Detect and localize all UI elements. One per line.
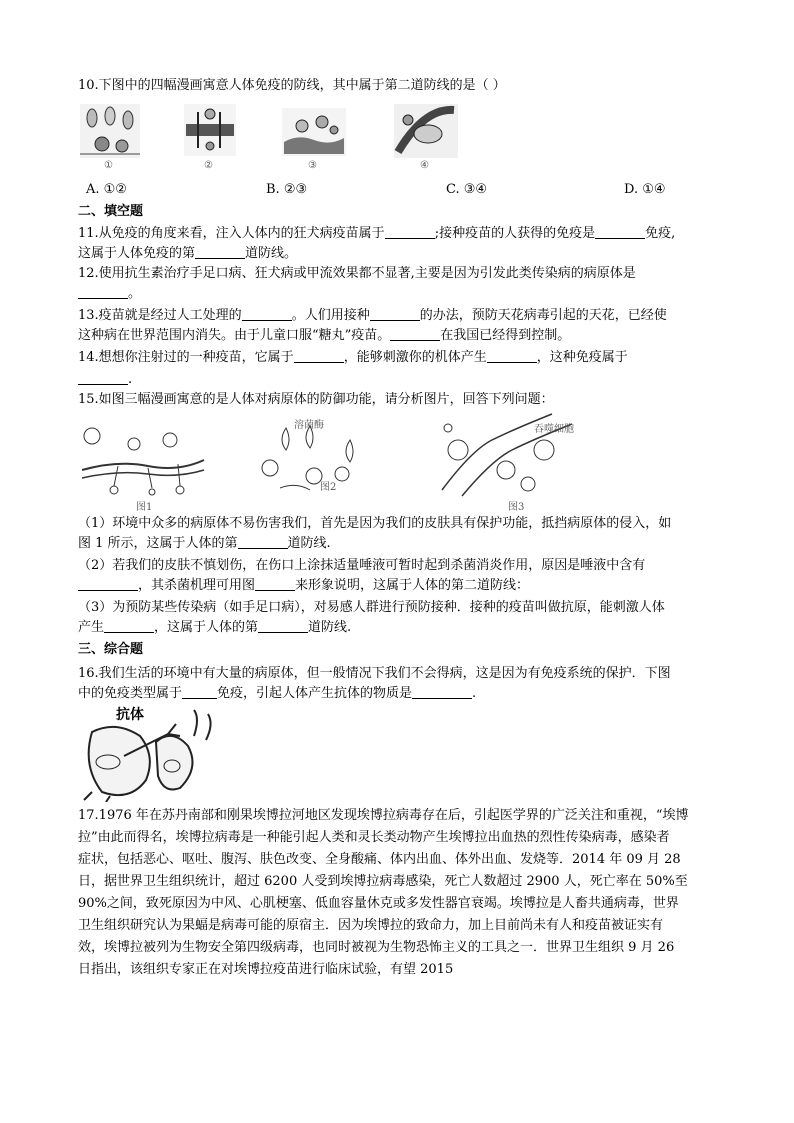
q15-part1-text-c: 道防线.	[287, 536, 331, 551]
section-comprehensive-title: 三、综合题	[78, 642, 144, 657]
q14-blank-1[interactable]	[294, 348, 344, 363]
q15-part3-text-c: ，这属于人体的第	[154, 620, 259, 635]
q15-part3-text-d: 道防线.	[308, 620, 352, 635]
q15-blank-3[interactable]	[255, 576, 295, 591]
q13-line-1	[78, 306, 667, 326]
q15-part1-text-b: 图 1 所示，这属于人体的第	[78, 536, 238, 551]
q11-blank-1[interactable]	[385, 224, 435, 239]
q10-caption-1: ①	[104, 160, 113, 171]
q10-comic-3	[282, 108, 346, 156]
q16-text-b: 中的免疫类型属于	[78, 686, 183, 701]
q10-option-b[interactable]: B. ②③	[266, 182, 308, 197]
q14-text-b: ，能够刺激你的机体产生	[343, 350, 487, 365]
q16-text-c: 免疫，引起人体产生抗体的物质是	[217, 686, 413, 701]
q13-text-c: 的办法，预防天花病毒引起的天花，已经使	[419, 308, 667, 323]
q10-comic-4	[394, 104, 458, 158]
q15-part1-line-1: （1）环境中众多的病原体不易伤害我们，首先是因为我们的皮肤具有保护功能，抵挡病原体的侵入，如	[78, 516, 672, 531]
q15-part3-line-1: （3）为预防某些传染病（如手足口病），对易感人群进行预防接种．接种的疫苗叫做抗原，能刺激人体	[78, 600, 665, 615]
q13-blank-1[interactable]	[242, 306, 292, 321]
q15-figure-2-text: 溶菌酶	[294, 420, 324, 431]
q13-text-a: 13.疫苗就是经过人工处理的	[78, 308, 242, 323]
q15-part1-line-2	[78, 534, 331, 554]
q14-blank-3[interactable]	[78, 370, 128, 385]
q16-text-d: .	[472, 686, 477, 701]
q15-figure-3-label: 图3	[508, 502, 525, 513]
q15-blank-2[interactable]	[78, 576, 138, 591]
q16-blank-2[interactable]	[412, 684, 472, 699]
q17-line-3: 症状，包括恶心、呕吐、腹泻、肤色改变、全身酸痛、体内出血、体外出血、发烧等．2014 年 09 月 28	[78, 852, 681, 867]
q17-line-2: 拉”由此而得名，埃博拉病毒是一种能引起人类和灵长类动物产生埃博拉出血热的烈性传染病毒，感染者	[78, 830, 670, 845]
q15-part3-line-2	[78, 618, 351, 638]
q15-figure-3-text: 吞噬细胞	[534, 424, 574, 435]
q12-blank-1[interactable]	[78, 284, 128, 299]
q11-text-c: 免疫,	[645, 226, 676, 241]
q14-text-d: .	[128, 372, 133, 387]
q15-blank-1[interactable]	[238, 534, 288, 549]
q11-text-d: 这属于人体免疫的第	[78, 246, 196, 261]
q15-part2-text-b: ，其杀菌机理可用图	[138, 578, 256, 593]
q17-line-4: 日，据世界卫生组织统计，超过 6200 人受到埃博拉病毒感染，死亡人数超过 2900 人，死亡率在 50%至	[78, 874, 688, 889]
q13-line-2	[78, 326, 570, 346]
q11-blank-3[interactable]	[195, 244, 245, 259]
q15-blank-5[interactable]	[258, 618, 308, 633]
q14-line-2	[78, 370, 132, 390]
q17-line-6: 卫生组织研究认为果蝠是病毒可能的原宿主．因为埃博拉的致命力，加上目前尚未有人和疫苗被证实有	[78, 918, 664, 933]
q10-caption-4: ④	[420, 160, 429, 171]
q11-text-a: 11.从免疫的角度来看，注入人体内的狂犬病疫苗属于	[78, 226, 385, 241]
q16-antibody-figure	[76, 706, 224, 802]
q11-blank-2[interactable]	[595, 224, 645, 239]
q13-blank-3[interactable]	[390, 326, 440, 341]
q13-text-b: 。人们用接种	[291, 308, 370, 323]
q10-option-d[interactable]: D. ①④	[624, 182, 666, 197]
q12-line-1: 12.使用抗生素治疗手足口病、狂犬病或甲流效果都不显著,主要是因为引发此类传染病的病原体是	[78, 266, 636, 281]
section-fill-in-title: 二、填空题	[78, 204, 144, 219]
q16-line-2	[78, 684, 476, 704]
q10-comic-2	[184, 104, 236, 156]
q12-line-2	[78, 284, 141, 304]
q16-line-1: 16.我们生活的环境中有大量的病原体，但一般情况下我们不会得病，这是因为有免疫系统的保护．下图	[78, 666, 671, 681]
q17-line-7: 效，埃博拉被列为生物安全第四级病毒，也同时被视为生物恐怖主义的工具之一．世界卫生组织 9 月 26	[78, 940, 675, 955]
q10-option-a[interactable]: A. ①②	[86, 182, 127, 197]
q13-text-e: 在我国已经得到控制。	[440, 328, 571, 343]
q11-line-1	[78, 224, 675, 244]
q14-line-1	[78, 348, 628, 368]
q15-part2-text-c: 来形象说明，这属于人体的第二道防线：	[295, 578, 530, 593]
q17-line-5: 90%之间，致死原因为中风、心肌梗塞、低血容量休克或多发性器官衰竭。埃博拉是人畜共通病毒，世界	[78, 896, 679, 911]
q11-line-2	[78, 244, 297, 264]
q16-blank-1[interactable]	[182, 684, 217, 699]
q12-text-b: 。	[128, 286, 142, 301]
q10-stem: 10.下图中的四幅漫画寓意人体免疫的防线，其中属于第二道防线的是（ ）	[78, 78, 506, 93]
q10-caption-2: ②	[204, 160, 213, 171]
q14-text-c: ，这种免疫属于	[536, 350, 628, 365]
q17-line-1: 17.1976 年在苏丹南部和刚果埃博拉河地区发现埃博拉病毒存在后，引起医学界的广泛关注和重视，“埃博	[78, 808, 689, 823]
q15-stem: 15.如图三幅漫画寓意的是人体对病原体的防御功能，请分析图片，回答下列问题：	[78, 392, 554, 407]
q13-text-d: 这种病在世界范围内消失。由于儿童口服“糖丸”疫苗。	[78, 328, 391, 343]
q17-line-8: 日指出，该组织专家正在对埃博拉疫苗进行临床试验，有望 2015	[78, 962, 454, 977]
q13-blank-2[interactable]	[370, 306, 420, 321]
q11-text-e: 道防线。	[245, 246, 298, 261]
q15-part2-line-2	[78, 576, 529, 596]
q11-text-b: ;接种疫苗的人获得的免疫是	[434, 226, 596, 241]
q14-text-a: 14.想想你注射过的一种疫苗，它属于	[78, 350, 294, 365]
q15-blank-4[interactable]	[104, 618, 154, 633]
q14-blank-2[interactable]	[487, 348, 537, 363]
q10-caption-3: ③	[308, 160, 317, 171]
q15-figure-1-label: 图1	[136, 502, 153, 513]
q15-part3-text-b: 产生	[78, 620, 105, 635]
q15-figure-1	[78, 414, 208, 496]
q10-comic-1	[80, 104, 140, 158]
q10-option-c[interactable]: C. ③④	[446, 182, 488, 197]
q15-figure-2-label: 图2	[320, 482, 337, 493]
q15-part2-line-1: （2）若我们的皮肤不慎划伤，在伤口上涂抹适量唾液可暂时起到杀菌消炎作用，原因是唾液中含有	[78, 558, 646, 573]
q16-antibody-label: 抗体	[116, 707, 144, 723]
